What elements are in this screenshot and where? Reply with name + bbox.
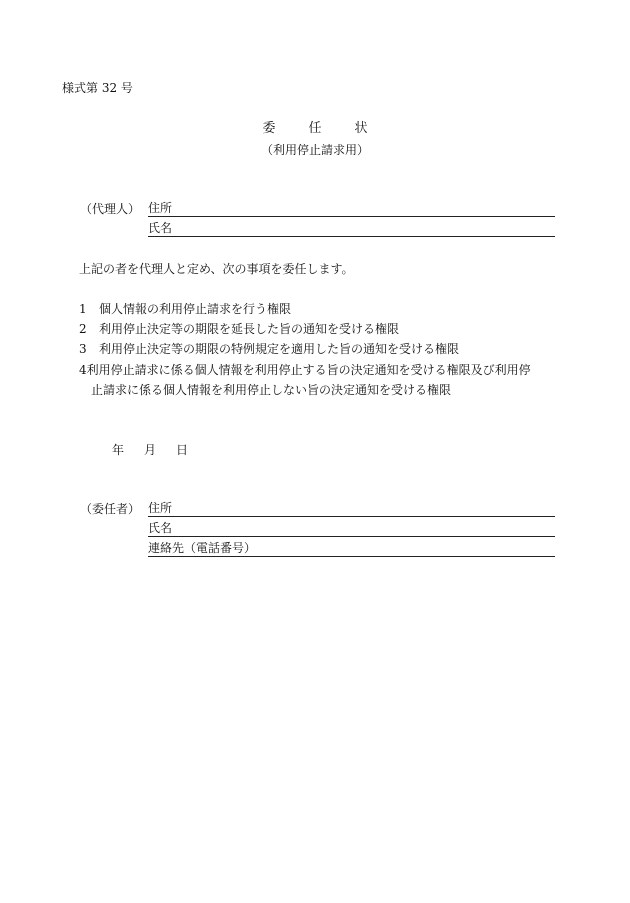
item-text: 利用停止決定等の期限を延長した旨の通知を受ける権限 [99,322,400,336]
agent-name-label: 氏名 [148,221,173,235]
agent-address-field[interactable] [148,201,555,217]
principal-address-field[interactable] [148,501,555,517]
date-day: 日 [176,443,189,457]
agent-label: （代理人） [80,202,141,216]
date-month: 月 [144,443,157,457]
item-number: 2 [79,322,87,336]
principal-name-label: 氏名 [148,521,173,535]
item-text: 個人情報の利用停止請求を行う権限 [99,302,292,316]
principal-name-field[interactable] [148,521,555,537]
principal-label: （委任者） [80,502,141,516]
form-number: 様式第 32 号 [62,81,133,95]
principal-address-label: 住所 [148,501,173,515]
item-number: 1 [79,302,87,316]
principal-contact-field[interactable] [148,541,555,557]
list-item [79,363,531,377]
item-number: 3 [79,342,87,356]
date-line [112,443,188,457]
item-text-continuation: 止請求に係る個人情報を利用停止しない旨の決定通知を受ける権限 [91,383,452,397]
delegation-statement: 上記の者を代理人と定め、次の事項を委任します。 [79,262,354,276]
list-item [79,322,399,336]
item-text: 利用停止決定等の期限の特例規定を適用した旨の通知を受ける権限 [99,342,460,356]
principal-contact-label: 連絡先（電話番号） [148,541,257,555]
list-item [79,302,291,316]
document-title: 委 任 状 [262,121,378,136]
item-text: 利用停止請求に係る個人情報を利用停止する旨の決定通知を受ける権限及び利用停 [86,363,531,377]
agent-address-label: 住所 [148,201,173,215]
date-year: 年 [112,443,125,457]
document-subtitle: （利用停止請求用） [260,143,369,157]
list-item [79,342,459,356]
agent-name-field[interactable] [148,221,555,237]
item-number: 4 [79,363,87,377]
